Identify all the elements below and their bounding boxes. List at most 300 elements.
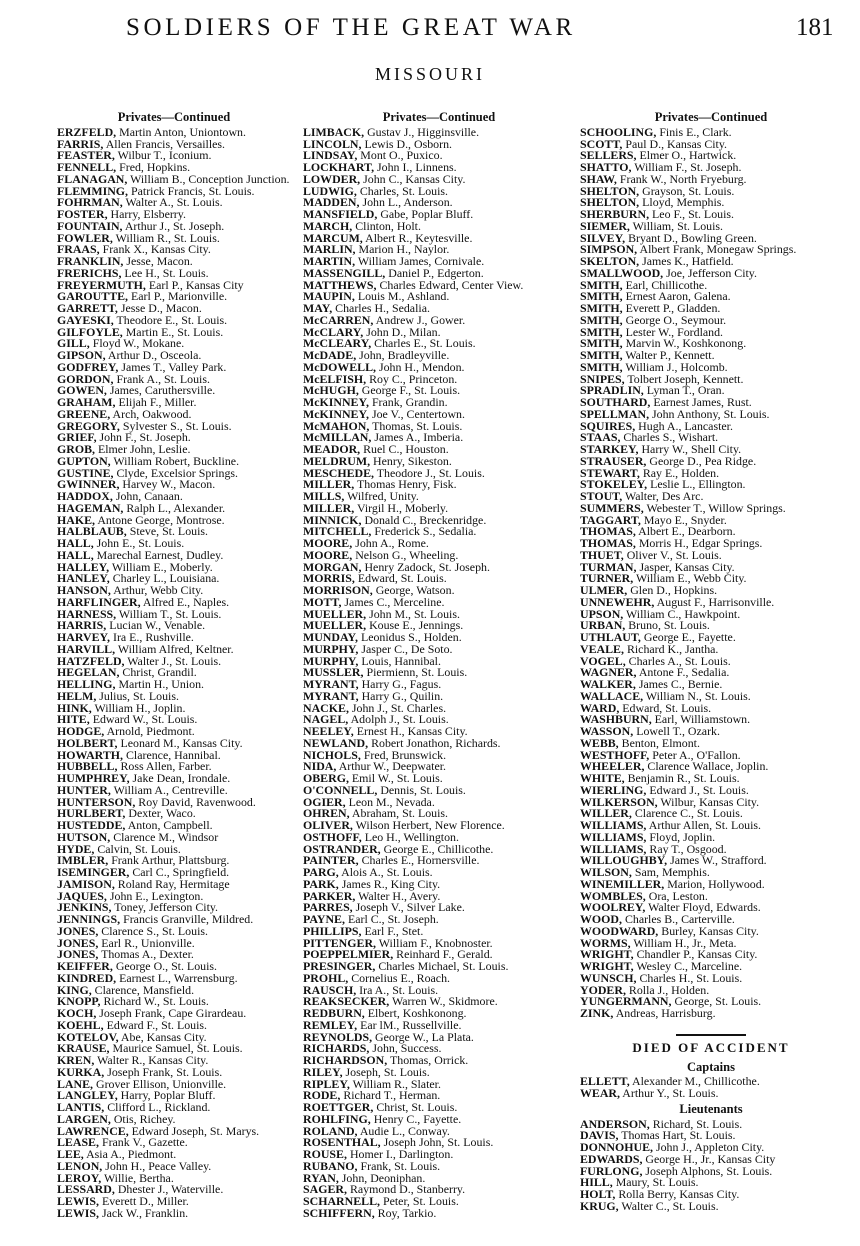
- entry-details: Donald C., Breckenridge.: [364, 512, 487, 527]
- entry-details: Allen Francis, Versailles.: [105, 136, 226, 151]
- entry-details: Thomas, St. Louis.: [372, 418, 463, 433]
- entry-details: Henry C., Fayette.: [373, 1111, 462, 1126]
- surname: HARVEY,: [57, 630, 110, 644]
- surname: MAUPIN,: [303, 289, 355, 304]
- entry-details: Robert Jonathon, Richards.: [371, 735, 501, 750]
- surname: LINCOLN,: [303, 136, 362, 151]
- surname: HARVILL,: [57, 641, 116, 656]
- entry-details: Antone F., Sedalia.: [638, 665, 730, 680]
- surname: OGIER,: [303, 794, 346, 809]
- surname: UTHLAUT,: [580, 630, 641, 644]
- surname: DAVIS,: [580, 1128, 619, 1143]
- entry-details: Charles B., Carterville.: [624, 912, 735, 926]
- surname: OSTHOFF,: [303, 829, 362, 844]
- surname: WAGNER,: [580, 665, 637, 680]
- entry-details: Everett D., Miller.: [101, 1194, 189, 1208]
- entry-details: Leslie L., Ellington.: [650, 477, 746, 492]
- surname: JONES,: [57, 935, 99, 950]
- entry-details: Harry W., Shell City.: [641, 442, 742, 456]
- entry-details: Kouse E., Jennings.: [369, 618, 464, 633]
- surname: ROHLFING,: [303, 1111, 371, 1126]
- surname: SMALLWOOD,: [580, 265, 664, 280]
- surname: GOWEN,: [57, 383, 107, 398]
- surname: KOEHL,: [57, 1017, 104, 1032]
- entry-details: Ray T., Osgood.: [649, 841, 727, 856]
- surname: FRAAS,: [57, 242, 100, 257]
- surname: DONNOHUE,: [580, 1140, 653, 1154]
- entry-details: Frank X., Kansas City.: [102, 242, 211, 257]
- entry-details: Reinhard F., Gerald.: [396, 947, 493, 962]
- entry-details: William H., Joplin.: [94, 700, 186, 715]
- surname: HOLBERT,: [57, 735, 118, 750]
- entry-details: Lester W., Fordland.: [625, 324, 724, 339]
- entry-details: Sylvester S., St. Louis.: [122, 418, 232, 433]
- surname: HARFLINGER,: [57, 594, 141, 609]
- state-heading: MISSOURI: [374, 64, 486, 84]
- entry-details: George, Watson.: [375, 583, 455, 597]
- entry-details: John J., St. Charles.: [351, 700, 447, 715]
- surname: UPSON,: [580, 606, 624, 621]
- rank-subheading: Captains: [687, 1059, 735, 1074]
- entry-details: Joseph Frank, Cape Girardeau.: [99, 1006, 247, 1020]
- surname: MORRIS,: [303, 571, 355, 586]
- surname: HYDE,: [57, 841, 95, 856]
- entry-details: Clarence C., St. Louis.: [634, 806, 743, 821]
- entry-details: Ernest H., Kansas City.: [356, 724, 468, 738]
- surname: SPRADLIN,: [580, 383, 644, 398]
- entry-details: Leon M., Nevada.: [348, 794, 435, 809]
- page-number: 181: [796, 14, 834, 41]
- surname: SMITH,: [580, 312, 623, 327]
- surname: SCHIFFERN,: [303, 1205, 375, 1220]
- surname: RIPLEY,: [303, 1076, 350, 1091]
- surname: GRAHAM,: [57, 395, 116, 409]
- surname: JAMISON,: [57, 876, 115, 891]
- entry-details: Andrew J., Gower.: [375, 312, 466, 327]
- surname: FLANAGAN,: [57, 171, 128, 186]
- surname: MOTT,: [303, 594, 342, 609]
- entry-details: Charley L., Louisiana.: [112, 571, 220, 586]
- entry-details: Sam, Memphis.: [634, 865, 710, 879]
- surname: McMILLAN,: [303, 430, 372, 445]
- entry-details: William Alfred, Keltner.: [117, 641, 234, 656]
- entry-details: Bryant D., Bowling Green.: [628, 230, 757, 245]
- surname: STEWART,: [580, 465, 640, 480]
- surname: ANDERSON,: [580, 1116, 650, 1131]
- entry-details: Walter Floyd, Edwards.: [648, 900, 761, 915]
- surname: WILLIAMS,: [580, 841, 647, 856]
- surname: SCOTT,: [580, 136, 623, 151]
- surname: ELLETT,: [580, 1074, 630, 1089]
- entry-details: James, Caruthersville.: [109, 383, 216, 398]
- surname: MARCUM,: [303, 230, 363, 245]
- entry-details: Clyde, Excelsior Springs.: [116, 465, 239, 480]
- surname: MURPHY,: [303, 641, 359, 656]
- surname: HODGE,: [57, 724, 105, 738]
- surname: LEROY,: [57, 1170, 102, 1185]
- surname: HILL,: [580, 1175, 613, 1190]
- entry-details: Arthur, Webb City.: [113, 583, 204, 597]
- surname: SELLERS,: [580, 148, 637, 163]
- entry-details: Charles S., Wishart.: [623, 430, 719, 445]
- surname: MATTHEWS,: [303, 277, 377, 292]
- entry-details: Maurice Samuel, St. Louis.: [112, 1041, 243, 1056]
- surname: RICHARDSON,: [303, 1053, 388, 1067]
- entry-details: Morris H., Edgar Springs.: [638, 536, 763, 550]
- entry-details: Floyd W., Mokane.: [92, 336, 185, 351]
- surname: WIERLING,: [580, 782, 647, 797]
- entry-details: Clarence M., Windsor: [113, 829, 219, 844]
- surname: ISEMINGER,: [57, 865, 130, 879]
- entry-details: Frederick S., Sedalia.: [374, 524, 477, 539]
- surname: MUELLER,: [303, 606, 367, 621]
- entry-details: Jack W., Franklin.: [101, 1205, 189, 1220]
- running-title: SOLDIERS OF THE GREAT WAR: [126, 14, 576, 41]
- surname: LIMBACK,: [303, 124, 365, 139]
- entry-details: Alfred E., Naples.: [142, 594, 230, 609]
- surname: HATZFELD,: [57, 653, 125, 668]
- surname: SMITH,: [580, 336, 623, 351]
- surname: MESCHEDE,: [303, 465, 375, 480]
- entry-details: Thomas, Orrick.: [390, 1053, 469, 1067]
- entry-details: Abraham, St. Louis.: [351, 806, 449, 821]
- entry-details: Ernest Aaron, Galena.: [625, 289, 731, 304]
- surname: MELDRUM,: [303, 453, 371, 468]
- surname: HANSON,: [57, 583, 111, 597]
- entry-details: Glen D., Hopkins.: [630, 583, 718, 597]
- entry-details: James W., Strafford.: [670, 853, 767, 868]
- entry-details: Harry, Elsberry.: [110, 207, 186, 221]
- surname: FRANKLIN,: [57, 254, 124, 268]
- entry-details: Lloyd, Memphis.: [642, 195, 725, 210]
- entry-details: Richard K., Jantha.: [626, 641, 719, 656]
- entry-details: Wilfred, Unity.: [347, 489, 419, 503]
- surname: MILLER,: [303, 500, 355, 515]
- entry-details: John, Canaan.: [115, 489, 183, 503]
- entry-details: Anton, Campbell.: [127, 818, 213, 832]
- column-2: [303, 112, 575, 1220]
- entry-details: Louis, Hannibal.: [361, 653, 441, 668]
- surname: SKELTON,: [580, 254, 640, 268]
- surname: MILLS,: [303, 489, 345, 503]
- entry-details: Frank Arthur, Plattsburg.: [111, 853, 230, 868]
- entry-details: Lowell T., Ozark.: [636, 724, 720, 738]
- entry-details: Maury, St. Louis.: [615, 1175, 699, 1190]
- surname: NEELEY,: [303, 724, 354, 738]
- surname: NEWLAND,: [303, 735, 369, 750]
- surname: EDWARDS,: [580, 1151, 643, 1166]
- entry-details: Daniel P., Edgerton.: [388, 265, 484, 280]
- rank-subheading: Lieutenants: [679, 1101, 743, 1116]
- entry-details: Ray E., Holden.: [642, 465, 720, 480]
- entry-details: Charles H., Sedalia.: [335, 301, 430, 315]
- surname: SUMMERS,: [580, 500, 644, 515]
- entry-details: William E., Webb City.: [635, 571, 747, 586]
- entry-details: Albert E., Dearborn.: [638, 524, 736, 539]
- surname: MYRANT,: [303, 688, 359, 703]
- surname: TAGGART,: [580, 512, 641, 527]
- surname: MYRANT,: [303, 677, 359, 691]
- entry-details: Andreas, Harrisburg.: [615, 1006, 716, 1020]
- entry-details: William N., St. Louis.: [645, 688, 751, 703]
- surname: VEALE,: [580, 641, 624, 656]
- surname: YODER,: [580, 982, 626, 997]
- entry-details: William Robert, Buckline.: [113, 453, 240, 468]
- entry-details: Elbert, Koshkonong.: [367, 1006, 467, 1020]
- surname: MURPHY,: [303, 653, 359, 668]
- entry-details: Edward J., St. Louis.: [649, 782, 749, 797]
- surname: FOWLER,: [57, 230, 113, 245]
- surname: PARKER,: [303, 888, 356, 903]
- surname: WHEELER,: [580, 759, 645, 774]
- entry-details: Thomas Henry, Fisk.: [356, 477, 457, 492]
- surname: HARNESS,: [57, 606, 117, 621]
- entry-details: Frank A., St. Louis.: [116, 371, 210, 386]
- entry-details: Oliver V., St. Louis.: [626, 547, 722, 562]
- entry-details: Charles Michael, St. Louis.: [378, 959, 509, 973]
- surname: WARD,: [580, 700, 620, 715]
- entry-details: Joseph, St. Louis.: [345, 1064, 430, 1079]
- surname: OSTRANDER,: [303, 841, 381, 856]
- surname: MOORE,: [303, 536, 353, 550]
- entry-details: Francis Granville, Mildred.: [123, 912, 254, 926]
- entry-details: Elijah F., Miller.: [118, 395, 197, 409]
- entry-details: Louis M., Ashland.: [357, 289, 450, 304]
- surname: WRIGHT,: [580, 959, 634, 973]
- entry-details: Edward, St. Louis.: [357, 571, 447, 586]
- surname: KNOPP,: [57, 994, 101, 1009]
- surname: HITE,: [57, 712, 90, 727]
- surname: SMITH,: [580, 359, 623, 374]
- entry-details: George O., St. Louis.: [115, 959, 217, 973]
- entry-details: Leo H., Wellington.: [364, 829, 459, 844]
- entry-details: James C., Bernie.: [638, 677, 723, 691]
- surname: SCHARNELL,: [303, 1194, 380, 1208]
- surname: HALL,: [57, 536, 94, 550]
- surname: SAGER,: [303, 1182, 347, 1197]
- entry-details: Lewis D., Osborn.: [364, 136, 452, 151]
- entry-details: William F., St. Joseph.: [634, 160, 742, 174]
- surname: LOWDER,: [303, 171, 361, 186]
- surname: McKINNEY,: [303, 406, 369, 421]
- surname: STOUT,: [580, 489, 623, 503]
- entry-details: Gustav J., Higginsville.: [367, 124, 480, 139]
- entry-details: Clarence S., St. Louis.: [101, 923, 208, 938]
- surname: WUNSCH,: [580, 970, 637, 985]
- entry-details: Martin Anton, Uniontown.: [119, 124, 246, 139]
- entry-details: Earl, Williamstown.: [654, 712, 751, 727]
- surname: ROLAND,: [303, 1123, 358, 1138]
- entry-details: Ralph L., Alexander.: [126, 500, 226, 515]
- surname: SOUTHARD,: [580, 395, 651, 409]
- surname: ROUSE,: [303, 1147, 347, 1161]
- surname: OLIVER,: [303, 818, 353, 832]
- list-entry: [580, 1088, 842, 1100]
- surname: REAKSECKER,: [303, 994, 390, 1009]
- entry-details: Abe, Kansas City.: [120, 1029, 207, 1044]
- surname: WASHBURN,: [580, 712, 652, 727]
- entry-details: Roy, Tarkio.: [377, 1205, 437, 1220]
- entry-details: Walter J., St. Louis.: [127, 653, 222, 668]
- surname: POEPPELMIER,: [303, 947, 394, 962]
- surname: HUSTEDDE,: [57, 818, 126, 832]
- surname: McCLEARY,: [303, 336, 372, 351]
- surname: HALBLAUB,: [57, 524, 127, 539]
- entry-details: Elmer O., Hartwick.: [639, 148, 737, 163]
- entry-details: John, Bradleyville.: [359, 348, 450, 362]
- surname: SHATTO,: [580, 160, 632, 174]
- entry-details: Harvey W., Macon.: [122, 477, 216, 492]
- entry-details: Arnold, Piedmont.: [106, 724, 195, 738]
- section-heading: DIED OF ACCIDENT: [632, 1039, 790, 1055]
- surname: HAKE,: [57, 512, 95, 527]
- surname: SIEMER,: [580, 218, 630, 233]
- entry-details: John, Deoniphan.: [341, 1170, 426, 1185]
- entry-details: Jesse D., Macon.: [120, 301, 202, 315]
- entry-details: Warren W., Skidmore.: [392, 994, 498, 1009]
- surname: WOOD,: [580, 912, 622, 926]
- column-1: [57, 112, 291, 1220]
- entry-details: Grover Ellison, Unionville.: [96, 1076, 227, 1091]
- surname: GWINNER,: [57, 477, 120, 492]
- entry-details: William A., Centreville.: [113, 782, 228, 797]
- entry-details: William R., Slater.: [352, 1076, 441, 1091]
- entry-details: Willie, Bertha.: [103, 1170, 174, 1185]
- entry-details: Charles H., St. Louis.: [639, 970, 743, 985]
- entry-details: Clarence, Hannibal.: [125, 747, 221, 762]
- entry-details: Joe, Jefferson City.: [666, 265, 757, 280]
- surname: LANGLEY,: [57, 1088, 118, 1103]
- surname: HALL,: [57, 547, 94, 562]
- entry-details: Ora, Leston.: [648, 888, 708, 903]
- entry-details: Dexter, Waco.: [128, 806, 196, 821]
- entry-details: William R., St. Louis.: [115, 230, 220, 245]
- surname: OBERG,: [303, 771, 349, 785]
- entry-details: Webester T., Willow Springs.: [646, 500, 786, 515]
- entry-details: William T., St. Louis.: [118, 606, 222, 621]
- entry-details: Charles E., St. Louis.: [374, 336, 476, 351]
- entry-details: Wilbur T., Iconium.: [117, 148, 212, 163]
- entry-details: Charles A., St. Louis.: [628, 653, 731, 668]
- surname: HALLEY,: [57, 559, 110, 574]
- surname: KRUG,: [580, 1198, 619, 1213]
- surname: ULMER,: [580, 583, 628, 597]
- surname: SHERBURN,: [580, 207, 650, 221]
- entry-details: Otis, Richey.: [113, 1111, 176, 1126]
- surname: HADDOX,: [57, 489, 113, 503]
- entry-details: Harry G., Quilin.: [361, 688, 444, 703]
- surname: GREENE,: [57, 406, 111, 421]
- entry-details: Thomas A., Dexter.: [101, 947, 194, 962]
- surname: TURMAN,: [580, 559, 637, 574]
- surname: KOCH,: [57, 1006, 97, 1020]
- entry-details: Hugh A., Lancaster.: [638, 418, 733, 433]
- surname: LEWIS,: [57, 1194, 99, 1208]
- surname: O'CONNELL,: [303, 782, 378, 797]
- entry-details: Earl P., Marionville.: [131, 289, 228, 304]
- surname: SILVEY,: [580, 230, 626, 245]
- surname: FOHRMAN,: [57, 195, 123, 210]
- entry-details: Walter A., St. Louis.: [125, 195, 223, 210]
- entry-details: Albert Frank, Monegaw Springs.: [639, 242, 797, 257]
- entry-details: Arthur J., St. Joseph.: [124, 218, 225, 233]
- surname: HUNTER,: [57, 782, 111, 797]
- entry-details: Clifford L., Rickland.: [107, 1100, 211, 1114]
- entry-details: August F., Harrisonville.: [656, 594, 775, 609]
- column-subheading: Privates—Continued: [117, 110, 231, 124]
- surname: PARG,: [303, 865, 339, 879]
- surname: JAQUES,: [57, 888, 107, 903]
- entry-details: John F., St. Joseph.: [99, 430, 191, 445]
- surname: FLEMMING,: [57, 183, 129, 198]
- surname: LANTIS,: [57, 1100, 105, 1114]
- surname: KING,: [57, 982, 92, 997]
- entry-details: Christ, St. Louis.: [376, 1100, 458, 1114]
- entry-details: George E., Fayette.: [643, 630, 736, 644]
- surname: FURLONG,: [580, 1163, 643, 1178]
- surname: MORRISON,: [303, 583, 373, 597]
- list-entry: [580, 1008, 842, 1020]
- entry-details: John D., Milan.: [366, 324, 441, 339]
- surname: McMAHON,: [303, 418, 370, 433]
- surname: FENNELL,: [57, 160, 117, 174]
- entry-details: Lee H., St. Louis.: [124, 265, 209, 280]
- surname: HUMPHREY,: [57, 771, 130, 785]
- entry-details: Joseph V., Silver Lake.: [355, 900, 465, 915]
- surname: WILLIAMS,: [580, 818, 647, 832]
- entry-details: Julius, St. Louis.: [99, 688, 179, 703]
- entry-details: Arch, Oakwood.: [112, 406, 192, 421]
- surname: McELFISH,: [303, 371, 367, 386]
- surname: WILKERSON,: [580, 794, 658, 809]
- entry-details: Theodore J., St. Louis.: [376, 465, 485, 480]
- surname: KINDRED,: [57, 970, 117, 985]
- entry-details: Walter C., St. Louis.: [621, 1198, 719, 1213]
- surname: PHILLIPS,: [303, 923, 362, 938]
- surname: GILFOYLE,: [57, 324, 123, 339]
- entry-details: Joe V., Centertown.: [371, 406, 465, 421]
- entry-details: Rolla J., Holden.: [628, 982, 710, 997]
- entry-details: Benton, Elmont.: [621, 735, 700, 750]
- surname: FREYERMUTH,: [57, 277, 146, 292]
- entry-details: Wilson Herbert, New Florence.: [355, 818, 505, 832]
- entry-details: Walter H., Avery.: [358, 888, 441, 903]
- entry-details: Grayson, St. Louis.: [642, 183, 735, 198]
- entry-details: Earnest L., Warrensburg.: [119, 970, 238, 985]
- surname: WOOLREY,: [580, 900, 646, 915]
- entry-details: Jake Dean, Irondale.: [132, 771, 231, 785]
- surname: HEGELAN,: [57, 665, 120, 680]
- surname: WALLACE,: [580, 688, 644, 703]
- entry-details: Emil W., St. Louis.: [351, 771, 443, 785]
- surname: FEASTER,: [57, 148, 115, 163]
- entry-details: Fred, Hopkins.: [119, 160, 191, 174]
- entry-details: Charles E., Hornersville.: [361, 853, 480, 868]
- entry-details: Richard W., St. Louis.: [103, 994, 209, 1009]
- surname: VOGEL,: [580, 653, 626, 668]
- surname: JENKINS,: [57, 900, 112, 915]
- entry-details: Gabe, Poplar Bluff.: [380, 207, 474, 221]
- surname: HOLT,: [580, 1187, 616, 1201]
- surname: MUELLER,: [303, 618, 367, 633]
- column-3: [580, 112, 842, 1213]
- entry-details: Harry G., Fagus.: [361, 677, 442, 691]
- entry-details: Ruel C., Houston.: [363, 442, 449, 456]
- entry-details: Cornelius E., Roach.: [351, 970, 450, 985]
- surname: MARLIN,: [303, 242, 356, 257]
- entry-details: Earnest James, Rust.: [653, 395, 752, 409]
- surname: PARK,: [303, 876, 339, 891]
